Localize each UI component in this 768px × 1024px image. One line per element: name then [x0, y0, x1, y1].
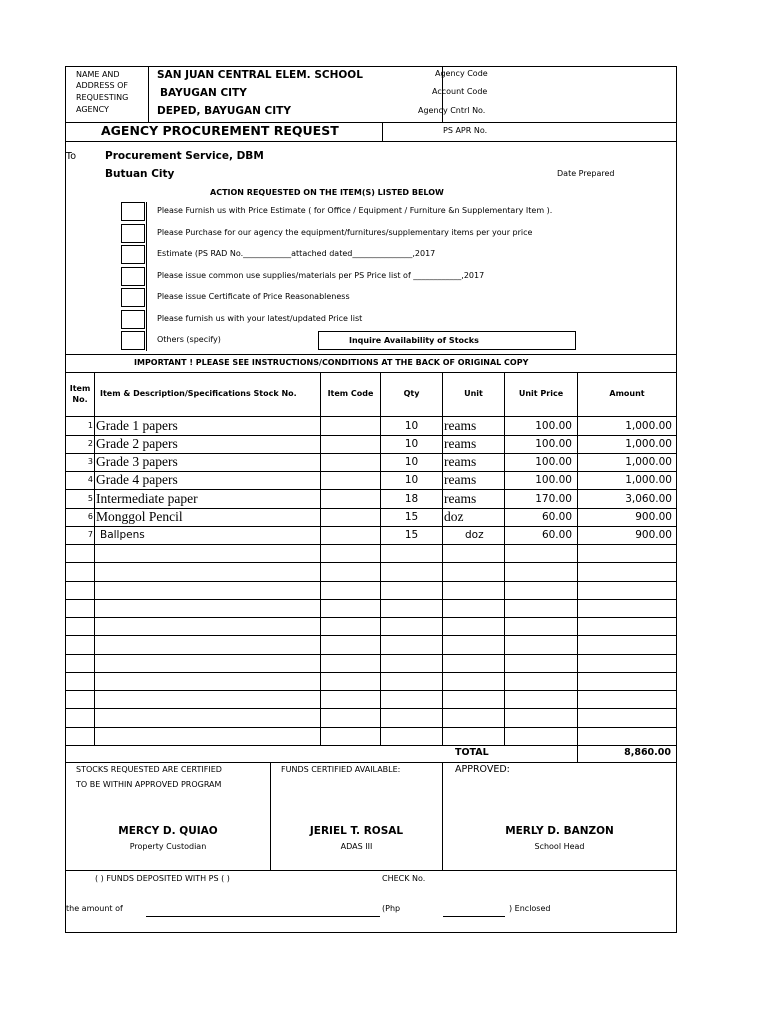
certified-text: STOCKS REQUESTED ARE CERTIFIED — [76, 765, 222, 774]
row-qty: 10 — [404, 438, 419, 450]
row-price: 60.00 — [541, 511, 572, 523]
date-prepared-label: Date Prepared — [557, 169, 615, 178]
to-label: To — [66, 151, 77, 162]
label-line: NAME AND — [76, 70, 120, 79]
row-desc: Monggol Pencil — [96, 509, 183, 524]
row-no: 1 — [87, 421, 93, 430]
php-label: (Php — [382, 904, 401, 913]
amount-words-line[interactable] — [146, 916, 380, 917]
amount-of-label: the amount of — [66, 904, 123, 913]
row-qty: 15 — [404, 511, 419, 523]
signatory-title: ADAS III — [340, 842, 373, 851]
approved-label: APPROVED: — [455, 764, 510, 775]
row-no: 6 — [87, 512, 93, 521]
agency-code-label: Agency Code — [435, 69, 488, 78]
row-no: 3 — [87, 457, 93, 466]
row-unit: doz — [444, 509, 464, 524]
option-checkbox[interactable] — [121, 288, 145, 307]
row-amount: 1,000.00 — [625, 474, 672, 486]
signatory-name: MERLY D. BANZON — [505, 825, 614, 837]
col-header-unit-price: Unit Price — [518, 389, 564, 398]
row-amount: 3,060.00 — [625, 493, 672, 505]
action-heading: ACTION REQUESTED ON THE ITEM(S) LISTED BELOW — [210, 188, 444, 197]
row-desc: Grade 3 papers — [96, 454, 178, 469]
row-no: 4 — [87, 475, 93, 484]
option-text: Please issue common use supplies/materials per PS Price list of ____________,2017 — [157, 271, 485, 280]
ps-apr-label: PS APR No. — [443, 126, 488, 135]
certified-text: TO BE WITHIN APPROVED PROGRAM — [76, 780, 222, 789]
col-header-item: No. — [72, 395, 88, 404]
label-line: AGENCY — [76, 105, 109, 114]
option-checkbox[interactable] — [121, 267, 145, 286]
important-note: IMPORTANT ! PLEASE SEE INSTRUCTIONS/CONDITIONS AT THE BACK OF ORIGINAL COPY — [134, 358, 529, 367]
row-desc: Grade 2 papers — [96, 436, 178, 451]
row-no: 7 — [87, 530, 93, 539]
agency-office: DEPED, BAYUGAN CITY — [157, 105, 291, 117]
option-checkbox[interactable] — [121, 245, 145, 264]
others-specify-box[interactable] — [318, 331, 576, 350]
agency-city: BAYUGAN CITY — [160, 87, 247, 99]
row-unit: reams — [444, 491, 477, 506]
option-checkbox[interactable] — [121, 310, 145, 329]
row-unit: reams — [444, 454, 477, 469]
row-price: 60.00 — [541, 529, 572, 541]
row-amount: 1,000.00 — [625, 438, 672, 450]
row-desc: Intermediate paper — [96, 491, 198, 506]
row-unit: reams — [444, 418, 477, 433]
recipient-line1: Procurement Service, DBM — [105, 150, 264, 162]
option-checkbox[interactable] — [121, 331, 145, 350]
label-line: ADDRESS OF — [76, 81, 129, 90]
row-price: 100.00 — [535, 474, 572, 486]
total-label: TOTAL — [455, 747, 489, 758]
others-value: Inquire Availability of Stocks — [349, 336, 479, 345]
row-desc: Ballpens — [100, 529, 145, 541]
col-header-qty: Qty — [403, 389, 420, 398]
signatory-name: JERIEL T. ROSAL — [309, 825, 404, 837]
total-value: 8,860.00 — [624, 747, 671, 758]
row-unit: reams — [444, 472, 477, 487]
row-price: 100.00 — [535, 438, 572, 450]
row-no: 2 — [87, 439, 93, 448]
row-amount: 1,000.00 — [625, 456, 672, 468]
row-no: 5 — [87, 494, 93, 503]
check-no-label: CHECK No. — [382, 874, 426, 883]
option-checkbox[interactable] — [121, 224, 145, 243]
signatory-name: MERCY D. QUIAO — [118, 825, 218, 837]
funds-deposited: ( ) FUNDS DEPOSITED WITH PS ( ) — [95, 874, 230, 883]
label-line: REQUESTING — [76, 93, 129, 102]
option-text: Others (specify) — [157, 335, 221, 344]
account-code-label: Account Code — [432, 87, 488, 96]
option-text: Please issue Certificate of Price Reasonableness — [157, 292, 350, 301]
option-text: Please furnish us with your latest/updated Price list — [157, 314, 363, 323]
col-header-amount: Amount — [609, 389, 645, 398]
signatory-title: School Head — [534, 842, 585, 851]
option-checkbox[interactable] — [121, 202, 145, 221]
row-price: 100.00 — [535, 420, 572, 432]
row-amount: 900.00 — [635, 529, 672, 541]
row-desc: Grade 4 papers — [96, 472, 178, 487]
signatory-title: Property Custodian — [129, 842, 207, 851]
row-qty: 10 — [404, 420, 419, 432]
option-text: Please Furnish us with Price Estimate ( for Office / Equipment / Furniture &n Supplementary Item ). — [157, 206, 553, 215]
enclosed-label: ) Enclosed — [509, 904, 551, 913]
option-text: Please Purchase for our agency the equipment/furnitures/supplementary items per your price — [157, 228, 533, 237]
agency-name: SAN JUAN CENTRAL ELEM. SCHOOL — [157, 69, 363, 81]
row-price: 170.00 — [535, 493, 572, 505]
option-text: Estimate (PS RAD No.____________attached dated_______________,2017 — [157, 249, 436, 258]
col-header-item: Item — [69, 384, 91, 393]
row-qty: 10 — [404, 474, 419, 486]
row-price: 100.00 — [535, 456, 572, 468]
row-unit: reams — [444, 436, 477, 451]
agency-cntrl-label: Agency Cntrl No. — [418, 106, 486, 115]
col-header-item-code: Item Code — [327, 389, 374, 398]
row-qty: 18 — [404, 493, 419, 505]
row-unit: doz — [465, 529, 484, 541]
row-qty: 15 — [404, 529, 419, 541]
row-qty: 10 — [404, 456, 419, 468]
row-amount: 1,000.00 — [625, 420, 672, 432]
funds-label: FUNDS CERTIFIED AVAILABLE: — [281, 765, 401, 774]
php-amount-line[interactable] — [443, 916, 505, 917]
row-amount: 900.00 — [635, 511, 672, 523]
col-header-description: Item & Description/Specifications Stock No. — [100, 389, 297, 398]
row-desc: Grade 1 papers — [96, 418, 178, 433]
col-header-unit: Unit — [464, 389, 483, 398]
form-title: AGENCY PROCUREMENT REQUEST — [101, 123, 339, 138]
recipient-line2: Butuan City — [105, 168, 175, 180]
